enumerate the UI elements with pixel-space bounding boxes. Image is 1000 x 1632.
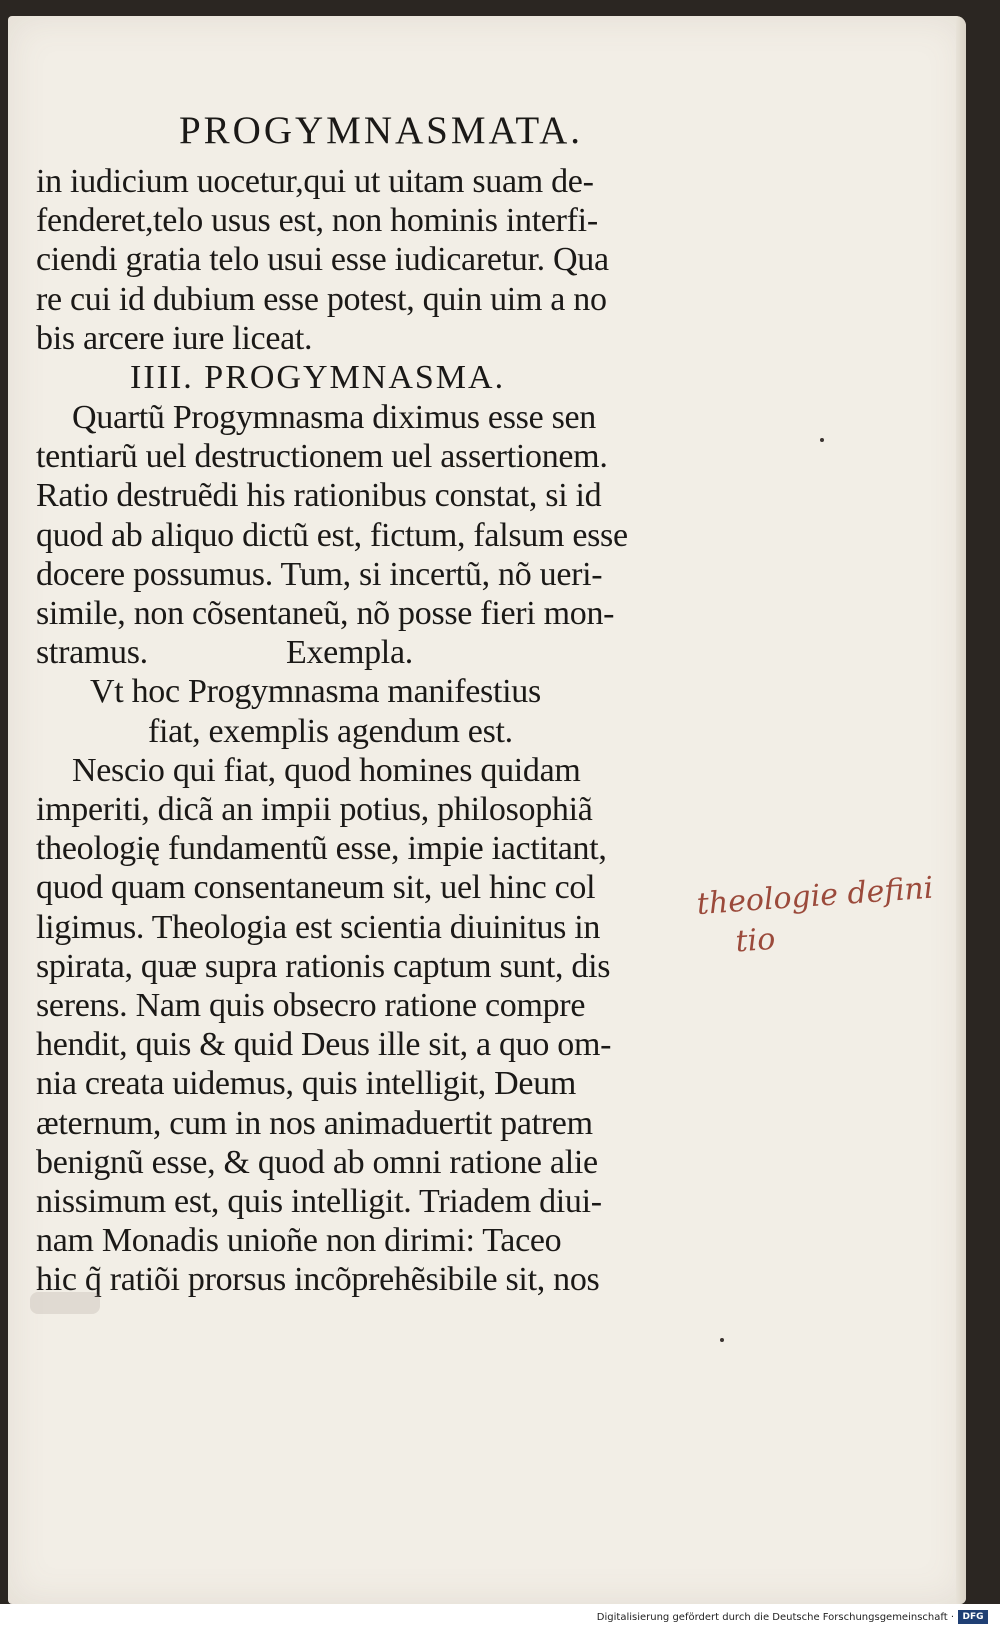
text-line: docere possumus. Tum, si incertũ, nõ ueri- [36, 555, 603, 593]
text-line: hic q̃ ratiõi prorsus incõprehẽsibile sit, nos [36, 1261, 600, 1299]
text-line: ciendi gratia telo usui esse iudicaretur. Qua [36, 241, 609, 279]
text-line: æternum, cum in nos animaduertit patrem [36, 1104, 593, 1142]
dfg-logo: DFG [958, 1610, 988, 1624]
text-line: Ratio destruẽdi his rationibus constat, si id [36, 477, 602, 515]
centered-lines [36, 672, 696, 750]
text-line: quod quam consentaneum sit, uel hinc col [36, 869, 596, 907]
text-line: Quartũ Progymnasma diximus esse sen [72, 399, 596, 437]
text-line: tentiarũ uel destructionem uel assertionem. [36, 438, 608, 476]
text-line: spirata, quæ supra rationis captum sunt, dis [36, 947, 611, 985]
text-line: nia creata uidemus, quis intelligit, Deum [36, 1065, 577, 1103]
text-line: hendit, quis & quid Deus ille sit, a quo om- [36, 1026, 612, 1064]
printed-text-block [36, 108, 696, 1300]
section-heading: IIII. PROGYMNASMA. [130, 359, 506, 397]
text-line: fiat, exemplis agendum est. [148, 712, 513, 750]
split-line [36, 633, 696, 672]
paper-speck [720, 1338, 724, 1342]
faded-stamp [30, 1292, 100, 1314]
text-line-end: stramus. [36, 634, 148, 672]
opening-lines [36, 162, 696, 358]
text-line: serens. Nam quis obsecro ratione compre [36, 987, 586, 1025]
text-line: theologię fundamentũ esse, impie iactitant, [36, 830, 607, 868]
paper-speck [820, 438, 824, 442]
funding-credit: Digitalisierung gefördert durch die Deutsche Forschungsgemeinschaft · [596, 1612, 954, 1623]
text-line: simile, non cõsentaneũ, nõ posse fieri mon- [36, 595, 615, 633]
text-line: re cui id dubium esse potest, quin uim a no [36, 280, 607, 318]
text-line: benignũ esse, & quod ab omni ratione alie [36, 1143, 598, 1181]
running-head: PROGYMNASMATA. [178, 109, 584, 152]
text-line: nissimum est, quis intelligit. Triadem diui- [36, 1183, 602, 1221]
text-line: Nescio qui fiat, quod homines quidam [72, 751, 581, 789]
page-edge [956, 16, 966, 1604]
text-line: Vt hoc Progymnasma manifestius [90, 673, 541, 711]
text-line: ligimus. Theologia est scientia diuinitus in [36, 908, 601, 946]
text-line: bis arcere iure liceat. [36, 319, 313, 357]
examples-label: Exempla. [286, 634, 413, 672]
marginal-note-line: tio [734, 921, 777, 960]
text-line: quod ab aliquo dictũ est, fictum, falsum esse [36, 516, 628, 554]
text-line: nam Monadis unioñe non dirimi: Taceo [36, 1222, 562, 1260]
footer-bar [0, 1604, 1000, 1632]
paragraph-one [36, 398, 696, 672]
text-line: fenderet,telo usus est, non hominis interfi- [36, 202, 598, 240]
marginal-note-line: theologie defini [695, 870, 935, 923]
paragraph-two [36, 751, 696, 1300]
text-line: imperiti, dicã an impii potius, philosophiã [36, 791, 593, 829]
text-line: in iudicium uocetur,qui ut uitam suam de- [36, 163, 594, 200]
